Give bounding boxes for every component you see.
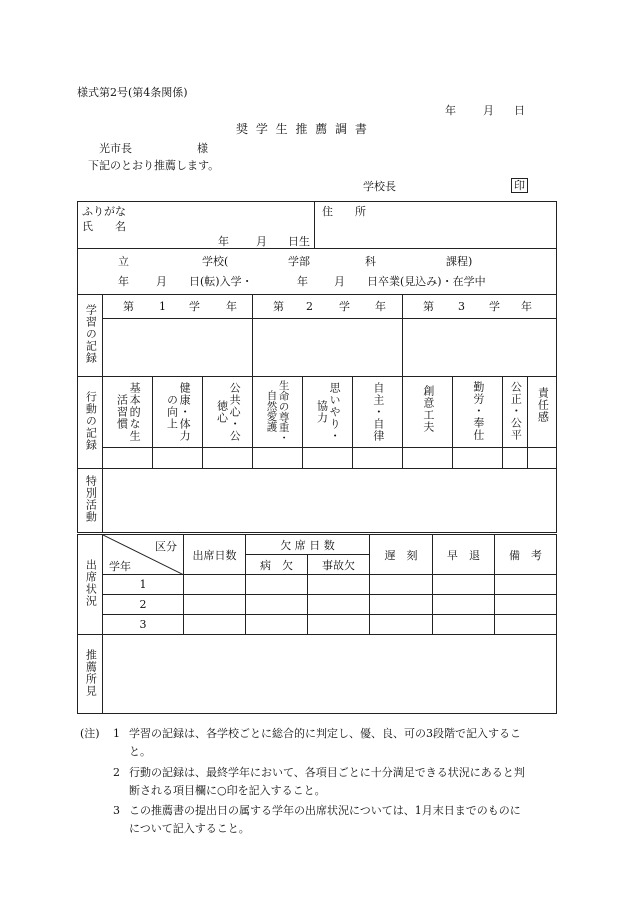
attendance-row-year: 3 bbox=[103, 615, 184, 635]
name-label: 氏 名 bbox=[82, 220, 126, 233]
birth-month: 月 bbox=[256, 235, 267, 248]
academic-year-3-header: 第 3 学 年 bbox=[403, 295, 557, 319]
school-gakubu: 学部 bbox=[288, 255, 310, 268]
entry-year: 年 bbox=[118, 275, 129, 288]
entry-month: 月 bbox=[156, 275, 167, 288]
birth-year: 年 bbox=[218, 235, 229, 248]
behavior-mark-cell bbox=[403, 448, 453, 469]
chikoku-header: 遅 刻 bbox=[370, 535, 433, 575]
note-1-line1: 学習の記録は、各学校ごとに総合的に判定し、優、良、可の3段階で記入するこ bbox=[129, 727, 521, 740]
attendance-row-year: 1 bbox=[103, 575, 184, 595]
intro-text: 下記のとおり推薦します。 bbox=[88, 159, 220, 172]
behavior-mark-cell bbox=[303, 448, 353, 469]
behavior-item-8: 勤労・奉仕 bbox=[453, 377, 503, 448]
entry-text: 日(転)入学・ bbox=[189, 275, 253, 288]
date-year: 年 bbox=[445, 104, 456, 117]
furigana-label: ふりがな bbox=[82, 205, 126, 218]
opinion-side-label: 推薦所見 bbox=[78, 635, 103, 714]
addressee-honorific: 様 bbox=[197, 142, 208, 155]
behavior-mark-cell bbox=[353, 448, 403, 469]
behavior-item-6: 自主・自律 bbox=[353, 377, 403, 448]
academic-year-1-header: 第 1 学 年 bbox=[103, 295, 253, 319]
form-id: 様式第2号(第4条関係) bbox=[77, 86, 188, 99]
date-month: 月 bbox=[483, 104, 494, 117]
record-table bbox=[77, 294, 557, 533]
jikoketsu-header: 事故欠 bbox=[308, 555, 370, 575]
note-1-line2: と。 bbox=[129, 745, 151, 758]
note-3-line2: について記入すること。 bbox=[129, 822, 250, 835]
attendance-diagonal-header bbox=[103, 535, 184, 575]
grad-month: 月 bbox=[334, 275, 345, 288]
kesseki-header: 欠 席 日 数 bbox=[246, 535, 370, 555]
address-label: 住 所 bbox=[322, 205, 366, 218]
behavior-item-7: 創意工夫 bbox=[403, 377, 453, 448]
note-3-num: 3 bbox=[113, 804, 120, 817]
behavior-item-5: 思いやり・協力 bbox=[303, 377, 353, 448]
school-ritsu: 立 bbox=[118, 255, 129, 268]
principal-label: 学校長 bbox=[363, 180, 396, 193]
attendance-row bbox=[78, 595, 557, 615]
behavior-mark-cell bbox=[153, 448, 203, 469]
shusseki-header: 出席日数 bbox=[184, 535, 246, 575]
behavior-item-1: 基本的な生活習慣 bbox=[103, 377, 153, 448]
behavior-mark-cell bbox=[503, 448, 528, 469]
attendance-row bbox=[78, 575, 557, 595]
grad-text: 日卒業(見込み)・在学中 bbox=[367, 275, 486, 288]
page-title: 奨 学 生 推 薦 調 書 bbox=[236, 122, 369, 136]
note-2-line1: 行動の記録は、最終学年において、各項目ごとに十分満足できる状況にあると判 bbox=[129, 766, 525, 779]
school-ka: 科 bbox=[365, 255, 376, 268]
behavior-side-label: 行動の記録 bbox=[78, 377, 103, 469]
behavior-mark-cell bbox=[528, 448, 557, 469]
opinion-cell bbox=[103, 635, 557, 714]
special-activity-cell bbox=[103, 469, 557, 533]
behavior-item-3: 公共心・公徳心 bbox=[203, 377, 253, 448]
behavior-item-10: 責任感 bbox=[528, 377, 557, 448]
behavior-mark-cell bbox=[103, 448, 153, 469]
seal-mark: 印 bbox=[511, 178, 528, 193]
note-2-line2: 断される項目欄に○印を記入すること。 bbox=[129, 784, 326, 797]
kubun-label: 区分 bbox=[155, 540, 177, 553]
school-katei: 課程) bbox=[446, 255, 473, 268]
biko-header: 備 考 bbox=[495, 535, 557, 575]
soutai-header: 早 退 bbox=[433, 535, 495, 575]
academic-year-3-cell bbox=[403, 319, 557, 377]
behavior-item-4: 生命の尊重・自然愛護 bbox=[253, 377, 303, 448]
behavior-mark-cell bbox=[253, 448, 303, 469]
special-side-label: 特別活動 bbox=[78, 469, 103, 533]
attendance-row-year: 2 bbox=[103, 595, 184, 615]
note-1-num: 1 bbox=[113, 727, 120, 740]
notes-label: (注) bbox=[80, 727, 100, 740]
attendance-row bbox=[78, 615, 557, 635]
note-2-num: 2 bbox=[113, 766, 120, 779]
attendance-table bbox=[77, 534, 557, 714]
gakunen-label: 学年 bbox=[109, 560, 131, 573]
attendance-side-label: 出席状況 bbox=[78, 535, 103, 635]
academic-year-2-header: 第 2 学 年 bbox=[253, 295, 403, 319]
personal-table bbox=[77, 201, 557, 295]
academic-side-label: 学習の記録 bbox=[78, 295, 103, 377]
byoketsu-header: 病 欠 bbox=[246, 555, 308, 575]
note-3-line1: この推薦書の提出日の属する学年の出席状況については、1月末日までのものに bbox=[129, 804, 521, 817]
behavior-item-2: 健康・体力の向上 bbox=[153, 377, 203, 448]
addressee-name: 光市長 bbox=[99, 142, 132, 155]
school-gakko: 学校( bbox=[202, 255, 229, 268]
grad-year: 年 bbox=[297, 275, 308, 288]
birth-day: 日生 bbox=[288, 235, 310, 248]
behavior-item-9: 公正・公平 bbox=[503, 377, 528, 448]
date-day: 日 bbox=[514, 104, 525, 117]
behavior-mark-cell bbox=[453, 448, 503, 469]
behavior-mark-cell bbox=[203, 448, 253, 469]
academic-year-1-cell bbox=[103, 319, 253, 377]
academic-year-2-cell bbox=[253, 319, 403, 377]
